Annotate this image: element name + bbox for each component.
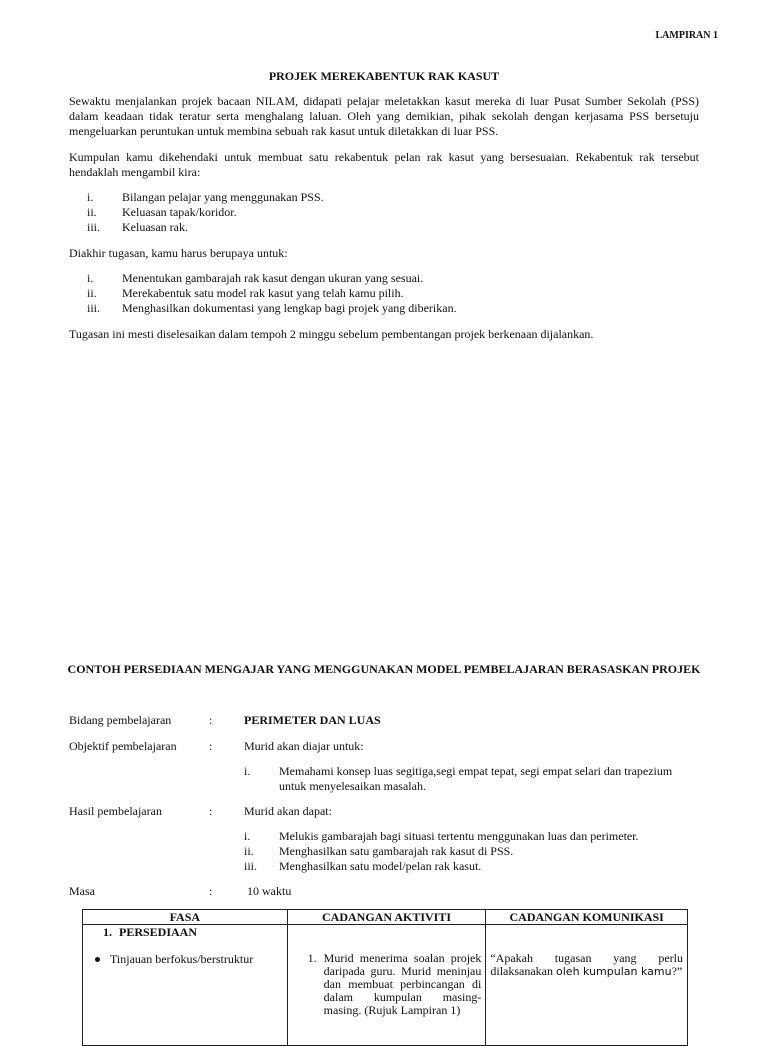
field-label: Objektif pembelajaran xyxy=(69,739,177,753)
field-value: Murid akan diajar untuk: xyxy=(244,739,364,753)
column-header: FASA xyxy=(83,910,288,925)
field-colon: : xyxy=(209,884,213,898)
field-value: 10 waktu xyxy=(247,884,292,898)
bullet-icon xyxy=(95,957,100,962)
field-colon: : xyxy=(209,739,213,753)
phase-table xyxy=(82,909,688,1046)
project-title: PROJEK MEREKABENTUK RAK KASUT xyxy=(268,69,500,83)
deadline-paragraph: Tugasan ini mesti diselesaikan dalam tempoh 2 minggu sebelum pembentangan projek berkenaan dijalankan. xyxy=(69,327,594,341)
field-value: Murid akan dapat: xyxy=(244,804,332,818)
field-label: Hasil pembelajaran xyxy=(69,804,162,818)
field-colon: : xyxy=(209,804,213,818)
table-cell xyxy=(83,925,288,1046)
phase-heading: 1. PERSEDIAAN xyxy=(103,925,198,939)
table-cell xyxy=(287,925,486,1046)
field-colon: : xyxy=(209,713,213,727)
table-header-row xyxy=(83,910,688,925)
list-item: Tinjauan berfokus/berstruktur xyxy=(83,952,283,967)
field-value: PERIMETER DAN LUAS xyxy=(244,713,381,727)
outcome-intro: Diakhir tugasan, kamu harus berupaya untuk: xyxy=(69,246,288,260)
field-label: Bidang pembelajaran xyxy=(69,713,172,727)
project-task-paragraph: Kumpulan kamu dikehendaki untuk membuat satu rekabentuk pelan rak kasut yang bersesuaian. Rekabentuk rak tersebut hendaklah mengambil kira: xyxy=(69,150,699,179)
column-header: CADANGAN KOMUNIKASI xyxy=(486,910,688,925)
project-intro-paragraph: Sewaktu menjalankan projek bacaan NILAM, didapati pelajar meletakkan kasut mereka di luar Pusat Sumber Sekolah (PSS) dalam keadaan tidak teratur serta menghalang laluan. Oleh yang demikian, pihak sekolah dengan kerjasama PSS bersetuju mengeluarkan peruntukan untuk membina sebuah rak kasut untuk diletakkan di luar PSS. xyxy=(69,94,699,138)
column-header: CADANGAN AKTIVITI xyxy=(287,910,486,925)
appendix-label: LAMPIRAN 1 xyxy=(655,30,718,41)
lesson-plan-title: CONTOH PERSEDIAAN MENGAJAR YANG MENGGUNAKAN MODEL PEMBELAJARAN BERASASKAN PROJEK xyxy=(67,662,701,676)
communication-text: “Apakah tugasan yang perlu dilaksanakan oleh kumpulan kamu?” xyxy=(490,951,683,978)
table-row xyxy=(83,925,688,1046)
field-label: Masa xyxy=(69,884,95,898)
table-cell xyxy=(486,925,688,1046)
activity-item: 1. Murid menerima soalan projek daripada guru. Murid meninjau dan membuat perbincangan di dalam kumpulan masing-masing. (Rujuk Lampiran 1) xyxy=(307,951,482,1017)
